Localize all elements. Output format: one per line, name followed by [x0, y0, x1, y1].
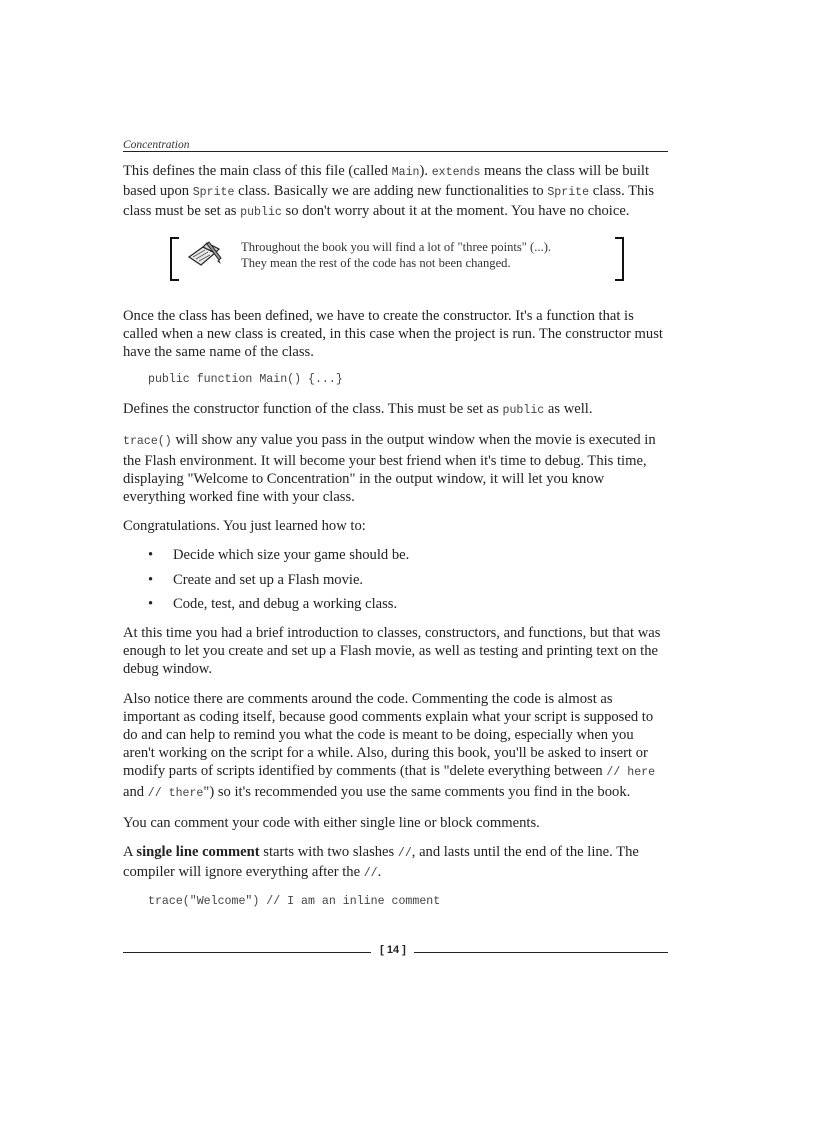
paragraph-comments: Also notice there are comments around the code. Commenting the code is almost as important as coding itself, because good comments explain what your script is supposed to do and can help to remind you what the code is meant to be doing, especially when you aren't working on the script for a while. Also, during this book, you'll be asked to insert or modify parts of scripts identified by comments (that is "delete everything between // here and // there") so it's recommended you use the same comments you find in the book.: [123, 690, 656, 800]
note-line-2: They mean the rest of the code has not been changed.: [241, 255, 511, 270]
footer-rule-left: [123, 952, 371, 953]
paragraph-trace: trace() will show any value you pass in the output window when the movie is executed in the Flash environment. It will become your best friend when it's time to debug. This time, displaying "Welcome to Concentration" in the output window, it will let you know everything worked fine with your class.: [123, 432, 656, 506]
bullet-icon: •: [148, 547, 154, 564]
note-text: [241, 239, 551, 271]
page-number: [ 14 ]: [380, 944, 406, 956]
note-bracket-right: [615, 237, 624, 281]
paragraph-comment-types: You can comment your code with either single line or block comments.: [123, 814, 540, 831]
running-header: [123, 135, 668, 152]
page-footer: [123, 944, 668, 962]
note-pen-icon: [185, 239, 223, 269]
paragraph-single-line-comment: A single line comment starts with two slashes //, and lasts until the end of the line. The compiler will ignore everything after the //.: [123, 844, 639, 881]
info-note: [123, 237, 668, 291]
note-bracket-left: [170, 237, 179, 281]
note-line-1: Throughout the book you will find a lot of "three points" (...).: [241, 239, 552, 254]
list-item: • Create and set up a Flash movie.: [148, 571, 364, 588]
paragraph-constructor: Once the class has been defined, we have to create the constructor. It's a function that is called when a new class is created, in this case when the project is run. The constructor must have the same name of the class.: [123, 307, 663, 361]
footer-rule-right: [414, 952, 668, 953]
paragraph-public: Defines the constructor function of the class. This must be set as public as well.: [123, 401, 593, 418]
chapter-title: Concentration: [123, 139, 190, 151]
bullet-icon: •: [148, 595, 154, 612]
paragraph-main-class: This defines the main class of this file (called Main). extends means the class will be built based upon Sprite class. Basically we are adding new functionalities to Sprite class. This class must be set as public so don't worry about it at the moment. You have no choice.: [123, 163, 655, 220]
code-inline-comment: trace("Welcome") // I am an inline comment: [148, 895, 441, 909]
list-item: • Decide which size your game should be.: [148, 547, 410, 564]
list-item: • Code, test, and debug a working class.: [148, 595, 398, 612]
page-body: [123, 162, 668, 922]
paragraph-intro-summary: At this time you had a brief introduction to classes, constructors, and functions, but that was enough to let you create and set up a Flash movie, as well as testing and printing text on the debug window.: [123, 625, 661, 678]
paragraph-congrats: Congratulations. You just learned how to:: [123, 518, 366, 535]
code-constructor: public function Main() {...}: [148, 373, 343, 387]
learned-list: [123, 546, 668, 613]
bullet-icon: •: [148, 571, 154, 588]
